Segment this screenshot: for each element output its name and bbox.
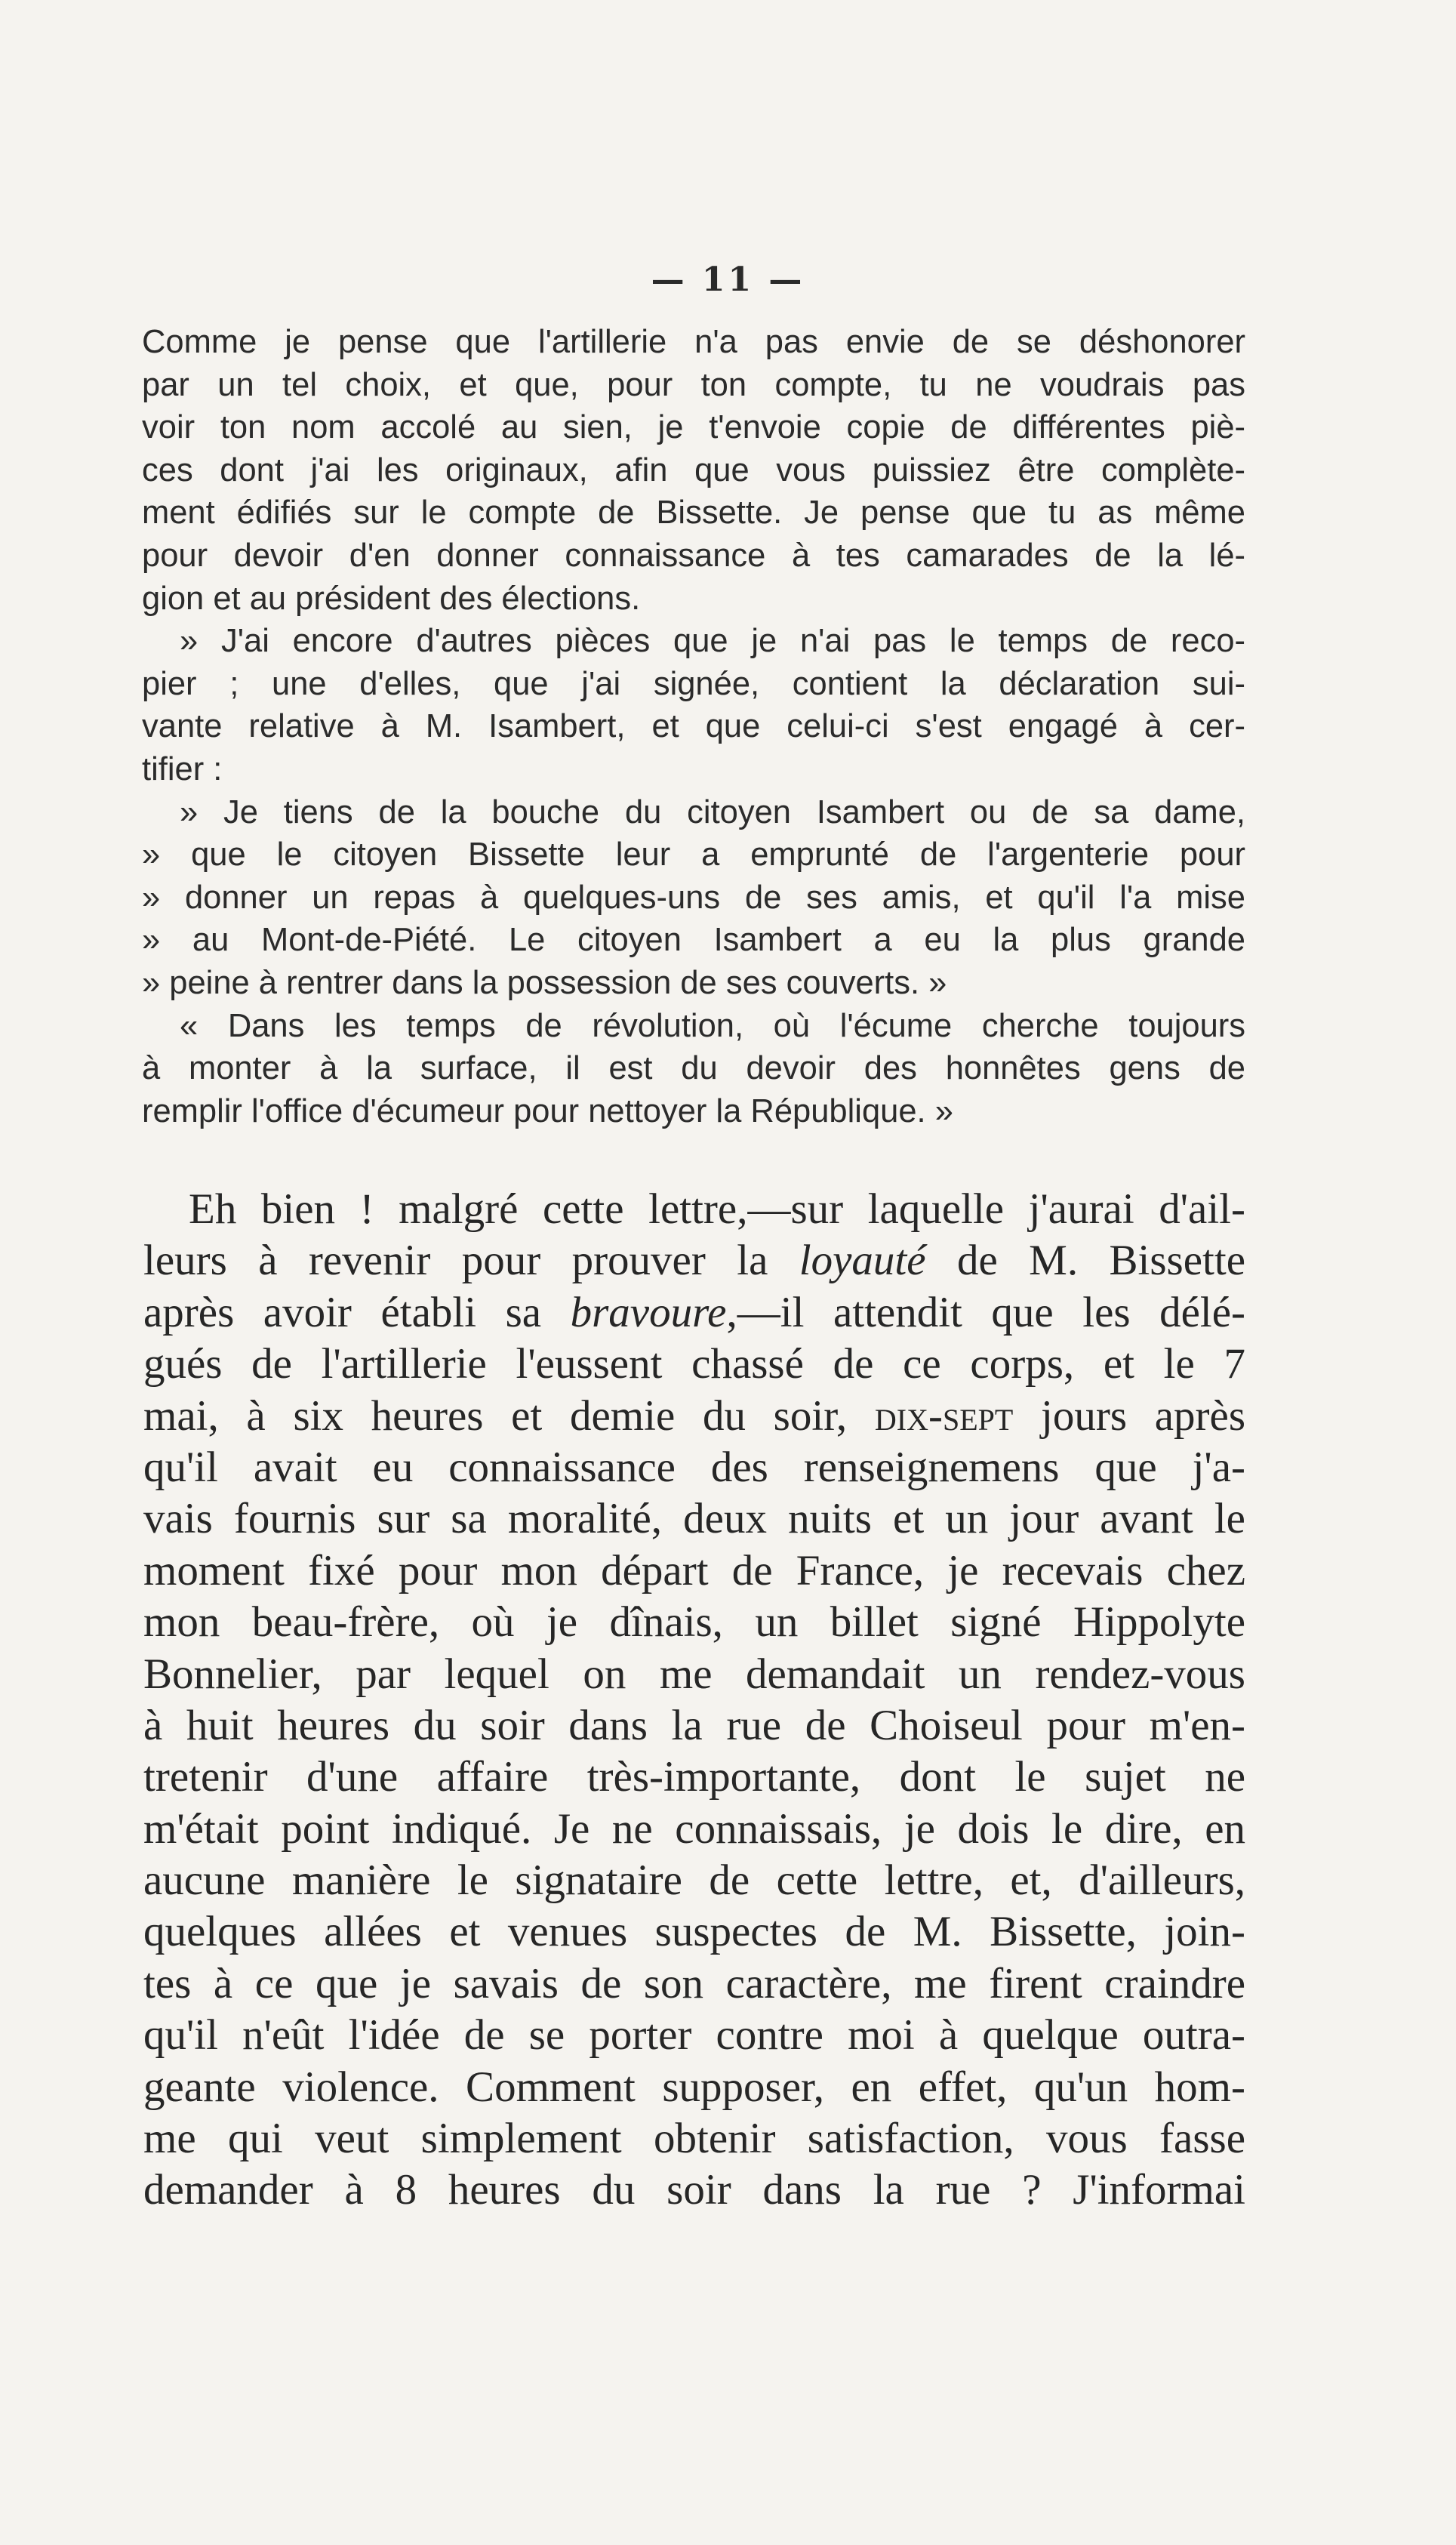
text-line: mon beau-frère, où je dînais, un billet signé Hippolyte — [143, 1598, 1245, 1647]
text-line: tretenir d'une affaire très-importante, dont le sujet ne — [143, 1753, 1245, 1801]
text-line: aucune manière le signataire de cette lettre, et, d'ailleurs, — [143, 1856, 1245, 1905]
text-line: m'était point indiqué. Je ne connaissais, je dois le dire, en — [143, 1804, 1245, 1853]
italic-word: loyauté — [799, 1237, 926, 1285]
text-line: Eh bien ! malgré cette lettre,—sur laquelle j'aurai d'ail- — [189, 1185, 1245, 1233]
quoted-letter — [142, 321, 1245, 1132]
text-line: qu'il avait eu connaissance des renseignemens que j'a- — [143, 1443, 1245, 1491]
text-line: » donner un repas à quelques-uns de ses amis, et qu'il l'a mise — [142, 879, 1245, 916]
text-line: vais fournis sur sa moralité, deux nuits et un jour avant le — [143, 1495, 1245, 1543]
text-line: » que le citoyen Bissette leur a emprunté de l'argenterie pour — [142, 837, 1245, 873]
text-line: « Dans les temps de révolution, où l'écume cherche toujours — [180, 1007, 1245, 1044]
text-line: leurs à revenir pour prouver la loyauté de M. Bissette — [143, 1237, 1245, 1285]
text-line: tes à ce que je savais de son caractère, me firent craindre — [143, 1959, 1245, 2007]
text-line: vante relative à M. Isambert, et que celui-ci s'est engagé à cer- — [142, 708, 1245, 745]
text-line: » J'ai encore d'autres pièces que je n'ai pas le temps de reco- — [180, 623, 1245, 660]
text-line: quelques allées et venues suspectes de M. Bissette, join- — [143, 1908, 1245, 1956]
text-line: pour devoir d'en donner connaissance à tes camarades de la lé- — [142, 537, 1245, 574]
text-line: me qui veut simplement obtenir satisfaction, vous fasse — [143, 2115, 1245, 2163]
text-line: à monter à la surface, il est du devoir des honnêtes gens de — [142, 1050, 1245, 1087]
text-line: à huit heures du soir dans la rue de Choiseul pour m'en- — [143, 1701, 1245, 1749]
page-number: — 11 — — [651, 260, 805, 299]
text-line: remplir l'office d'écumeur pour nettoyer la République. » — [142, 1092, 953, 1129]
text-line: par un tel choix, et que, pour ton compte, tu ne voudrais pas — [142, 366, 1245, 403]
italic-word: bravoure — [570, 1288, 727, 1336]
text-line: » Je tiens de la bouche du citoyen Isambert ou de sa dame, — [180, 793, 1245, 830]
text-line: ment édifiés sur le compte de Bissette. Je pense que tu as même — [142, 495, 1245, 531]
text-line: mai, à six heures et demie du soir, dix-sept jours après — [143, 1391, 1246, 1440]
text-line: moment fixé pour mon départ de France, je recevais chez — [143, 1546, 1245, 1594]
text-line: Comme je pense que l'artillerie n'a pas envie de se déshonorer — [142, 324, 1245, 360]
text-line: ces dont j'ai les originaux, afin que vous puissiez être complète- — [142, 451, 1245, 488]
text-line: voir ton nom accolé au sien, je t'envoie copie de différentes piè- — [142, 409, 1245, 446]
text-line: gués de l'artillerie l'eussent chassé de ce corps, et le 7 — [143, 1340, 1245, 1388]
text-line: geante violence. Comment supposer, en effet, qu'un hom- — [143, 2063, 1245, 2111]
text-line: Bonnelier, par lequel on me demandait un rendez-vous — [143, 1650, 1245, 1698]
small-caps-word: dix-sept — [874, 1391, 1014, 1440]
text-line: » au Mont-de-Piété. Le citoyen Isambert a eu la plus grande — [142, 922, 1245, 959]
text-line: gion et au président des élections. — [142, 580, 641, 617]
text-line: demander à 8 heures du soir dans la rue ? J'informai — [143, 2166, 1245, 2214]
main-paragraph — [143, 1184, 1245, 2217]
text-line: » peine à rentrer dans la possession de ses couverts. » — [142, 964, 947, 1001]
text-line: après avoir établi sa bravoure,—il attendit que les délé- — [143, 1288, 1246, 1336]
text-line: qu'il n'eût l'idée de se porter contre moi à quelque outra- — [143, 2011, 1245, 2060]
text-line: tifier : — [142, 750, 223, 787]
text-line: pier ; une d'elles, que j'ai signée, contient la déclaration sui- — [142, 665, 1245, 702]
